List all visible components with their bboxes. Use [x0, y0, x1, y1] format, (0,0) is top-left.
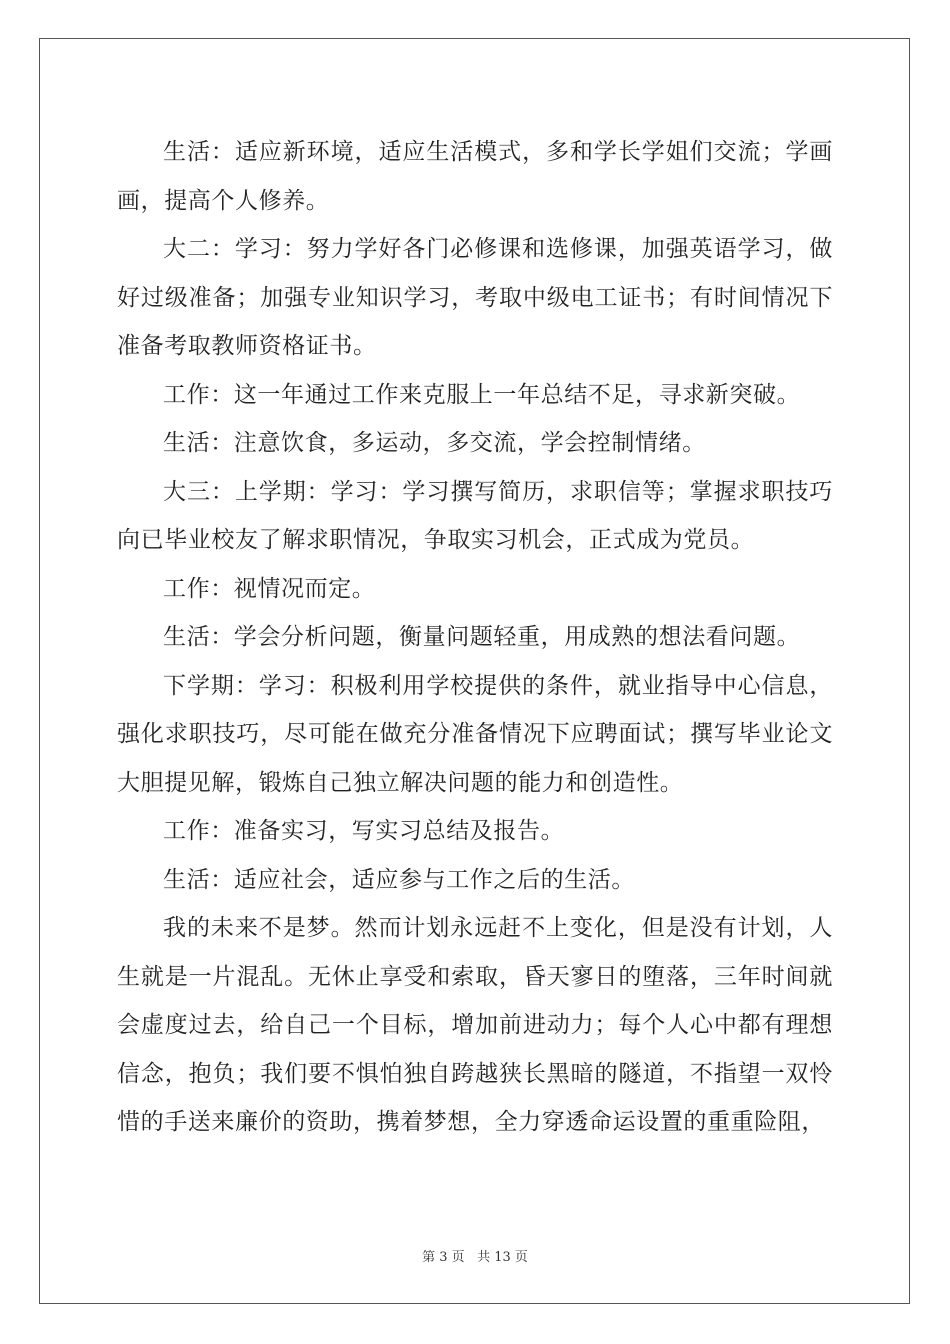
- paragraph: 下学期：学习：积极利用学校提供的条件，就业指导中心信息，强化求职技巧，尽可能在做充分准备情况下应聘面试；撰写毕业论文大胆提见解，锻炼自己独立解决问题的能力和创造性。: [117, 672, 833, 796]
- page-total: 共 13 页: [477, 1250, 528, 1265]
- paragraph: 生活：适应社会，适应参与工作之后的生活。: [163, 866, 635, 893]
- paragraph: 大二：学习：努力学好各门必修课和选修课，加强英语学习，做好过级准备；加强专业知识学习，考取中级电工证书；有时间情况下准备考取教师资格证书。: [117, 236, 833, 359]
- page-number: 第 3 页: [422, 1250, 465, 1265]
- paragraph: 工作：准备实习，写实习总结及报告。: [163, 818, 565, 844]
- paragraph: 大三：上学期：学习：学习撰写简历，求职信等；掌握求职技巧向已毕业校友了解求职情况，争取实习机会，正式成为党员。: [117, 478, 833, 553]
- paragraph: 我的未来不是梦。然而计划永远赶不上变化，但是没有计划，人生就是一片混乱。无休止享受和索取，昏天寥日的堕落，三年时间就会虚度过去，给自己一个目标，增加前进动力；每个人心中都有理想信念，抱负；我们要不惧怕独自跨越狭长黑暗的隧道，不指望一双怜惜的手送来廉价的资助，携着梦想，全力穿透命运设置的重重险阻，: [117, 915, 833, 1135]
- paragraph: 生活：注意饮食，多运动，多交流，学会控制情绪。: [163, 430, 706, 456]
- paragraph: 生活：学会分析问题，衡量问题轻重，用成熟的想法看问题。: [163, 624, 801, 650]
- page-footer: [0, 1246, 950, 1265]
- document-body: [117, 128, 833, 1147]
- paragraph: 生活：适应新环境，适应生活模式，多和学长学姐们交流；学画画，提高个人修养。: [117, 139, 833, 214]
- paragraph: 工作：视情况而定。: [163, 575, 376, 602]
- paragraph: 工作：这一年通过工作来克服上一年总结不足，寻求新突破。: [163, 381, 801, 408]
